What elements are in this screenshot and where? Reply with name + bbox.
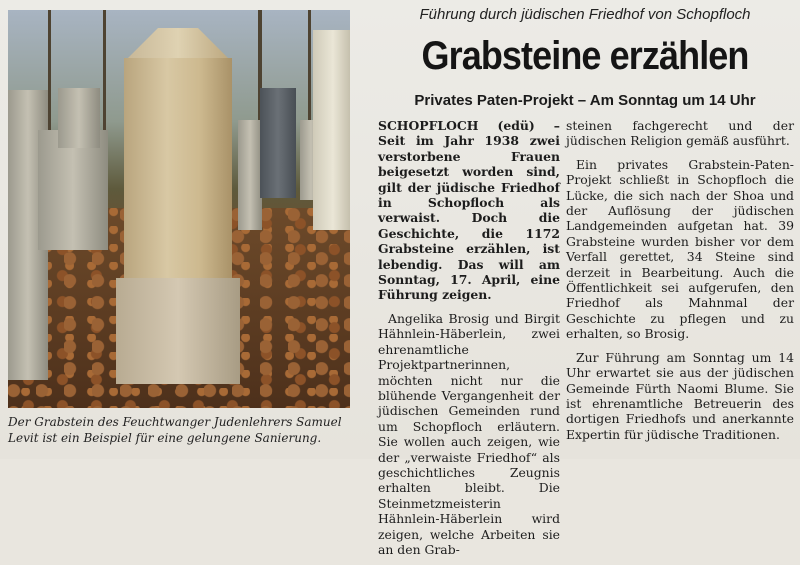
cemetery-photo	[8, 10, 350, 408]
gravestone	[38, 130, 108, 250]
restored-gravestone	[116, 28, 240, 384]
gravestone-base	[116, 278, 240, 384]
photo-caption: Der Grabstein des Feuchtwanger Judenlehrers Samuel Levit ist ein Beispiel für eine gelungene Sanierung.	[8, 415, 342, 445]
text-column-1	[378, 118, 560, 565]
gravestone	[238, 120, 262, 230]
gravestone-body	[124, 58, 232, 278]
headline: Grabsteine erzählen	[421, 34, 749, 78]
body-paragraph: Angelika Brosig und Birgit Hähnlein-Häberlein, zwei ehrenamtliche Projektpartnerinnen, möchten nicht nur die blühende Vergangenheit der jüdischen Gemeinden rund um Schopfloch erläutern. Sie wollen auch zeigen, wie der „verwaiste Friedhof“ als geschichtliches Zeugnis erhalten bleibt. Die Steinmetzmeisterin Hähnlein-Häberlein wird zeigen, welche Arbeiten sie an den Grab-	[378, 310, 560, 557]
subheadline: Privates Paten-Projekt – Am Sonntag um 14 Uhr	[414, 92, 756, 109]
lead-paragraph: SCHOPFLOCH (edü) – Seit im Jahr 1938 zwei verstorbene Frauen beigesetzt worden sind, gilt der jüdische Friedhof in Schopfloch als verwaist. Doch die Geschichte, die 1172 Grabsteine erzählen, ist lebendig. Das will am Sonntag, 17. April, eine Führung zeigen.	[378, 118, 560, 303]
tree-trunk	[48, 10, 51, 140]
body-paragraph: Ein privates Grabstein-Paten-Projekt schließt in Schopfloch die Lücke, die sich nach der Shoa und der Auflösung der jüdischen Landgemeinden aufgetan hat. 39 Grabsteine wurden bisher vor dem Verfall gerettet, 34 Steine sind derzeit in Bearbeitung. Auch die Öffentlichkeit sei aufgerufen, den Friedhof als Mahnmal der Geschichte zu pflegen und zu erhalten, so Brosig.	[566, 156, 794, 342]
gravestone-column	[313, 30, 350, 230]
kicker: Führung durch jüdischen Friedhof von Schopfloch	[419, 6, 751, 23]
body-paragraph-continued: steinen fachgerecht und der jüdischen Religion gemäß ausführt.	[566, 118, 794, 149]
gravestone	[58, 88, 100, 148]
gravestone-cap	[128, 28, 228, 58]
text-column-2	[566, 118, 794, 450]
gravestone-dark	[260, 88, 296, 198]
body-paragraph: Zur Führung am Sonntag um 14 Uhr erwartet sie aus der jüdischen Gemeinde Fürth Naomi Blume. Sie ist ehrenamtliche Betreuerin des dortigen Friedhofs und anerkannte Expertin für jüdische Traditionen.	[566, 349, 794, 442]
